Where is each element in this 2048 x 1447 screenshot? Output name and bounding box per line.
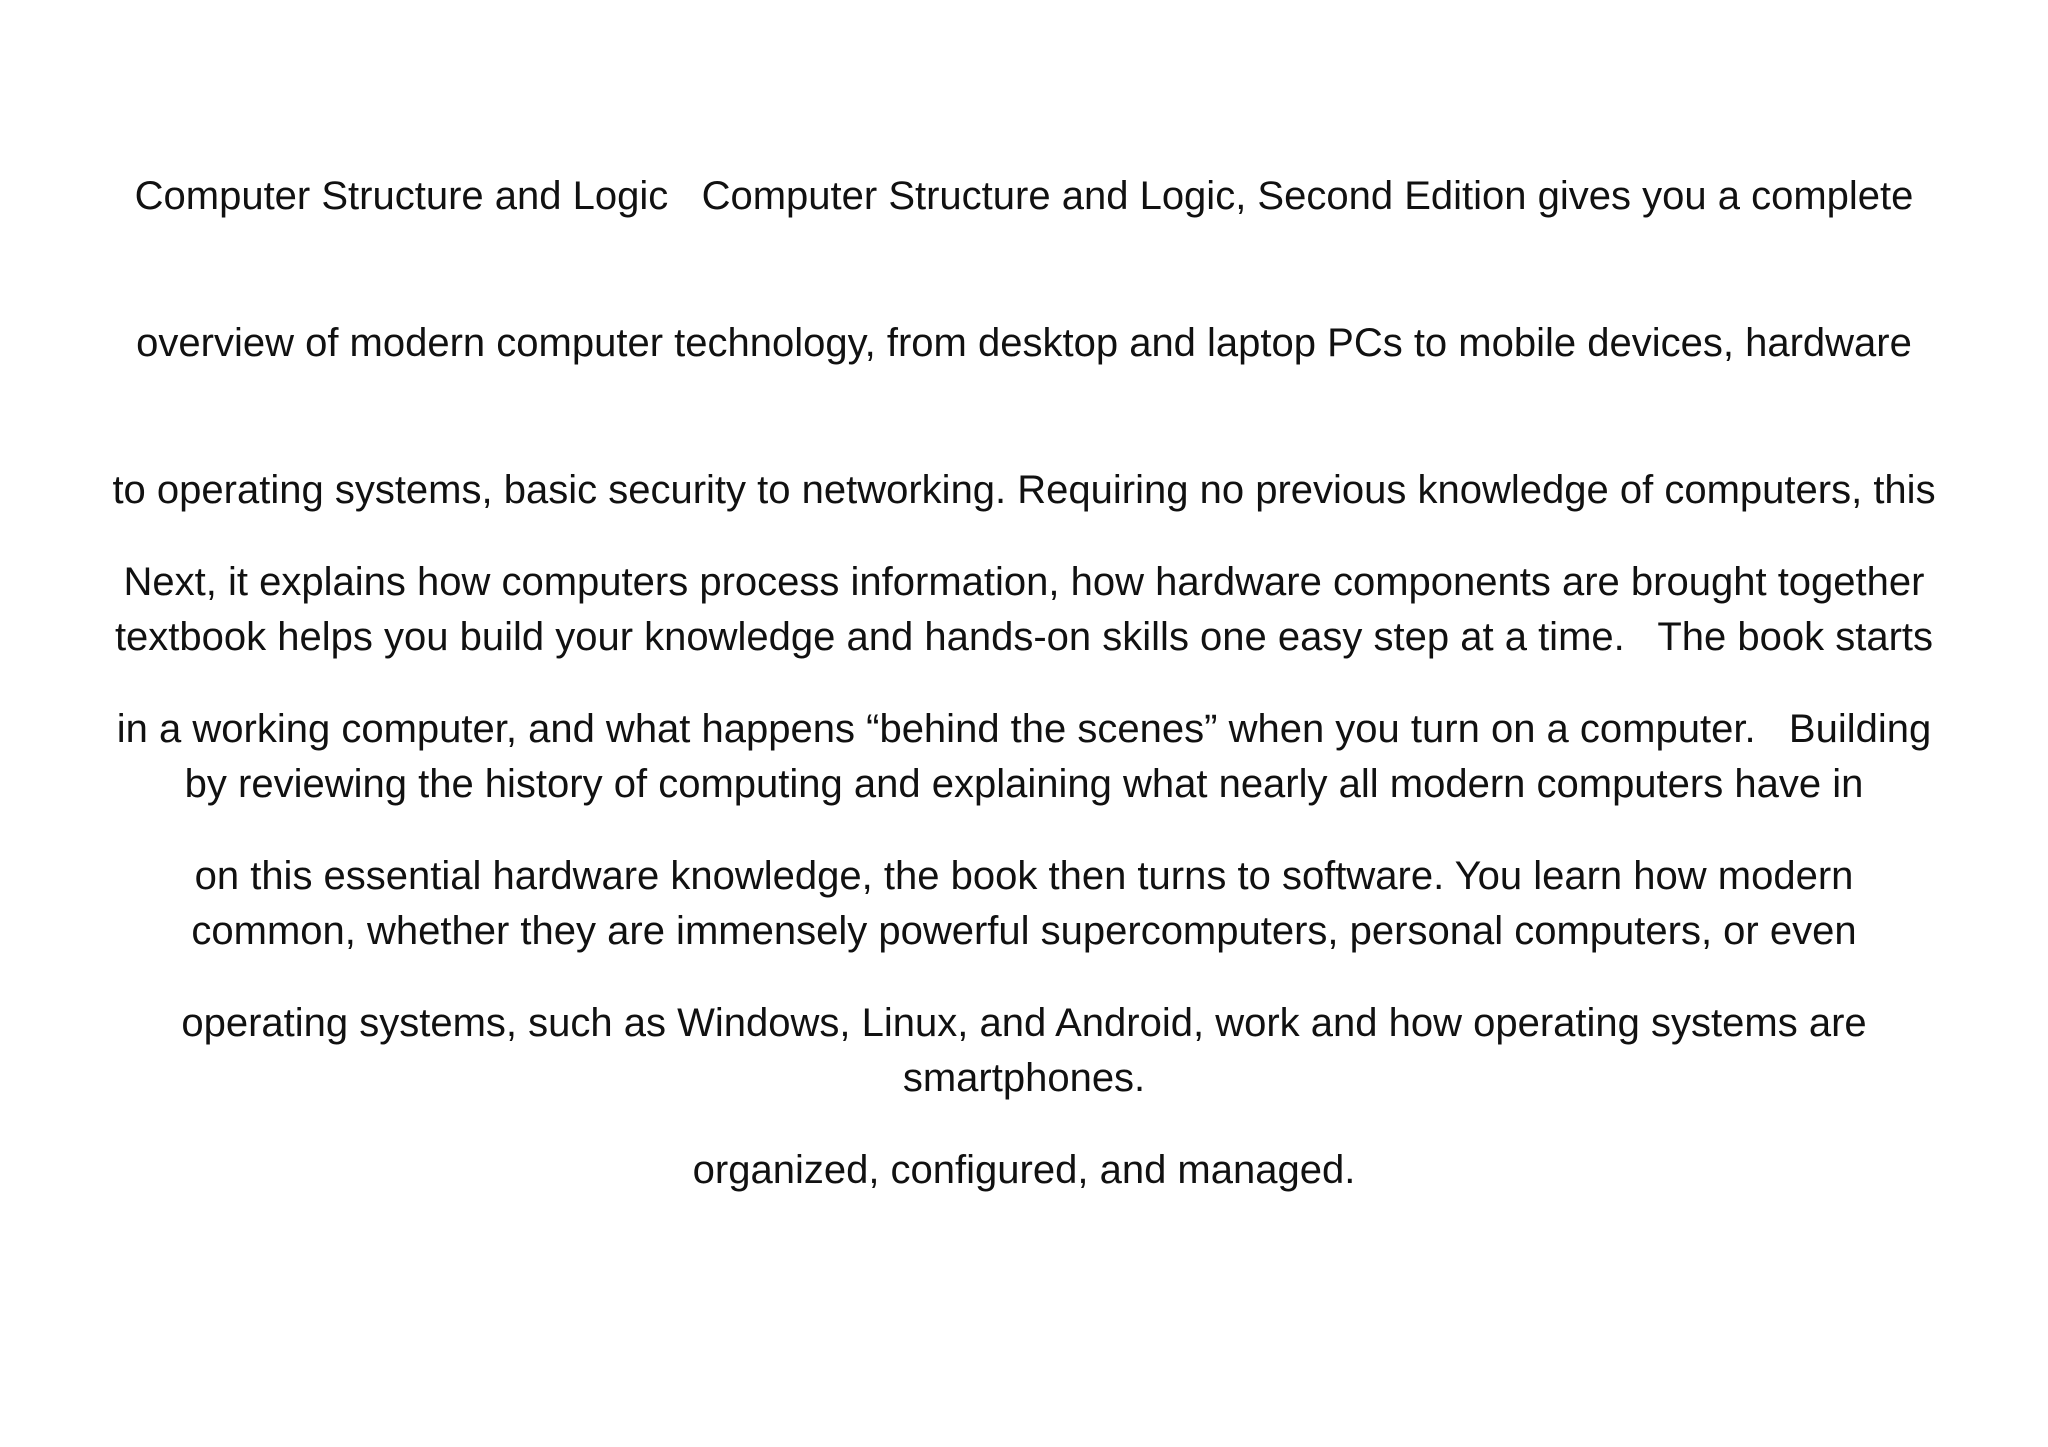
text-line: to operating systems, basic security to networking. Requiring no previous knowledge of computers, this: [112, 468, 1936, 512]
text-line: by reviewing the history of computing and explaining what nearly all modern computers have in: [184, 762, 1864, 806]
text-line: on this essential hardware knowledge, the book then turns to software. You learn how modern: [194, 854, 1854, 898]
text-line: Computer Structure and Logic Computer Structure and Logic, Second Edition gives you a complete: [134, 174, 1914, 218]
text-line: Next, it explains how computers process information, how hardware components are brought together: [123, 560, 1925, 604]
text-line: common, whether they are immensely powerful supercomputers, personal computers, or even: [191, 909, 1857, 953]
text-line: overview of modern computer technology, from desktop and laptop PCs to mobile devices, hardware: [136, 321, 1912, 365]
text-line: in a working computer, and what happens “behind the scenes” when you turn on a computer. Building: [116, 707, 1932, 751]
text-line: textbook helps you build your knowledge and hands-on skills one easy step at a time. The book starts: [114, 615, 1934, 659]
paragraph-next: [78, 460, 1970, 1293]
text-line: smartphones.: [902, 1056, 1146, 1100]
text-line: operating systems, such as Windows, Linux, and Android, work and how operating systems are: [181, 1001, 1867, 1045]
text-line: organized, configured, and managed.: [692, 1148, 1356, 1192]
